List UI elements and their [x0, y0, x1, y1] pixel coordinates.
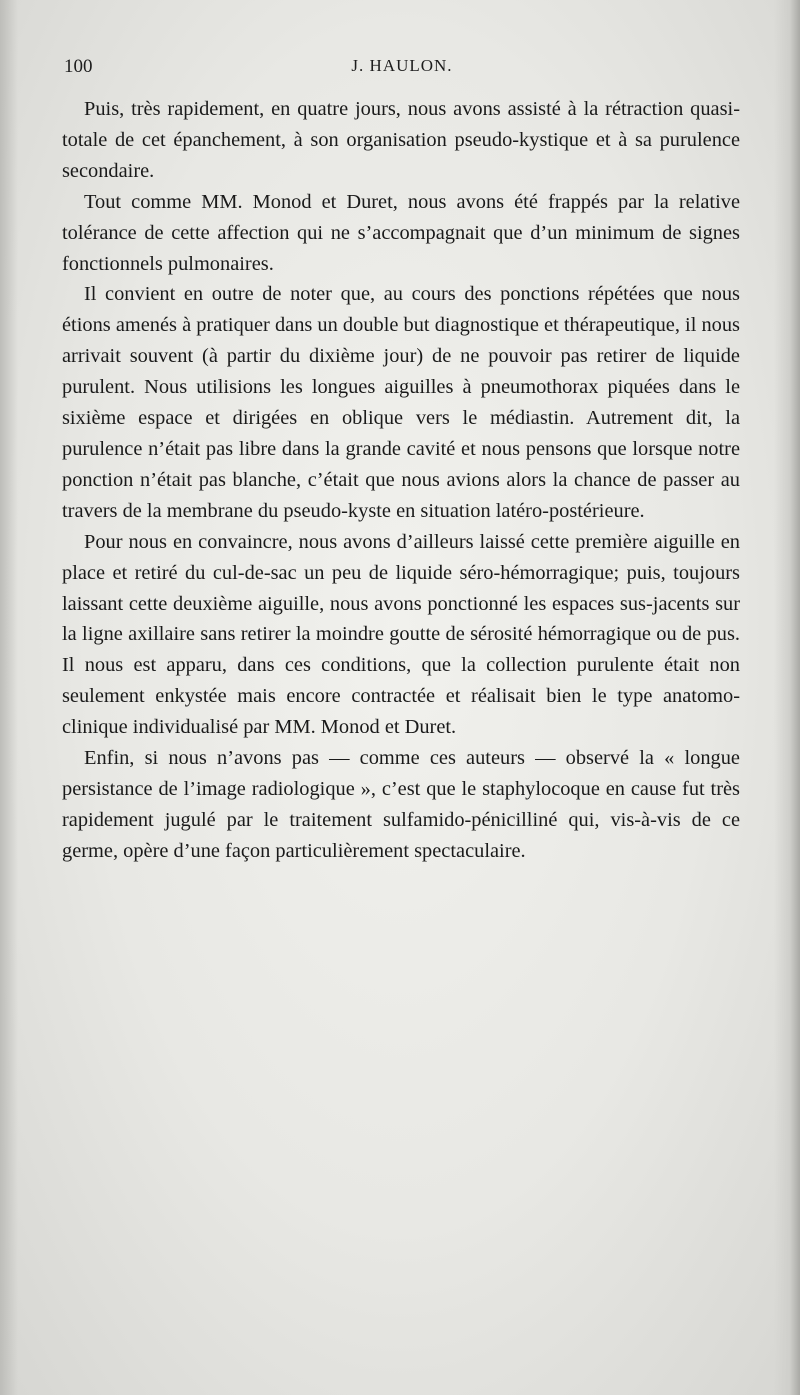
- page-header: [64, 52, 740, 82]
- running-head: J. HAULON.: [351, 56, 453, 75]
- page-right-shadow: [774, 0, 800, 1395]
- page-left-shadow: [0, 0, 18, 1395]
- paragraph: Enfin, si nous n’avons pas — comme ces auteurs — observé la « longue persistance de l’image radiologique », c’est que le staphylocoque en cause fut très rapidement jugulé par le traitement sulfamido-pénicilliné qui, vis-à-vis de ce germe, opère d’une façon particulièrement spectaculaire.: [62, 747, 740, 862]
- paragraph: Pour nous en convaincre, nous avons d’ailleurs laissé cette première aiguille en place et retiré du cul-de-sac un peu de liquide séro-hémorragique; puis, toujours laissant cette deuxième aiguille, nous avons ponctionné les espaces sus-jacents sur la ligne axillaire sans retirer la moindre goutte de sérosité hémorragique ou de pus. Il nous est apparu, dans ces conditions, que la collection purulente était non seulement enkystée mais encore contractée et réalisait bien le type anatomo-clinique individualisé par MM. Monod et Duret.: [62, 530, 740, 739]
- paragraph: Tout comme MM. Monod et Duret, nous avons été frappés par la relative tolérance de cette affection qui ne s’accompagnait que d’un minimum de signes fonctionnels pulmonaires.: [62, 190, 740, 275]
- paragraph: Puis, très rapidement, en quatre jours, nous avons assisté à la rétraction quasi-totale de cet épanchement, à son organisation pseudo-kystique et à sa purulence secondaire.: [62, 98, 740, 182]
- page-number: 100: [64, 56, 93, 77]
- body-text: [62, 94, 740, 867]
- paragraph: Il convient en outre de noter que, au cours des ponctions répétées que nous étions amenés à pratiquer dans un double but diagnostique et thérapeutique, il nous arrivait souvent (à partir du dixième jour) de ne pouvoir pas retirer de liquide purulent. Nous utilisions les longues aiguilles à pneumothorax piquées dans le sixième espace et dirigées en oblique vers le médiastin. Autrement dit, la purulence n’était pas libre dans la grande cavité et nous pensons que lorsque notre ponction n’était pas blanche, c’était que nous avions alors la chance de passer au travers de la membrane du pseudo-kyste en situation latéro-postérieure.: [62, 283, 740, 522]
